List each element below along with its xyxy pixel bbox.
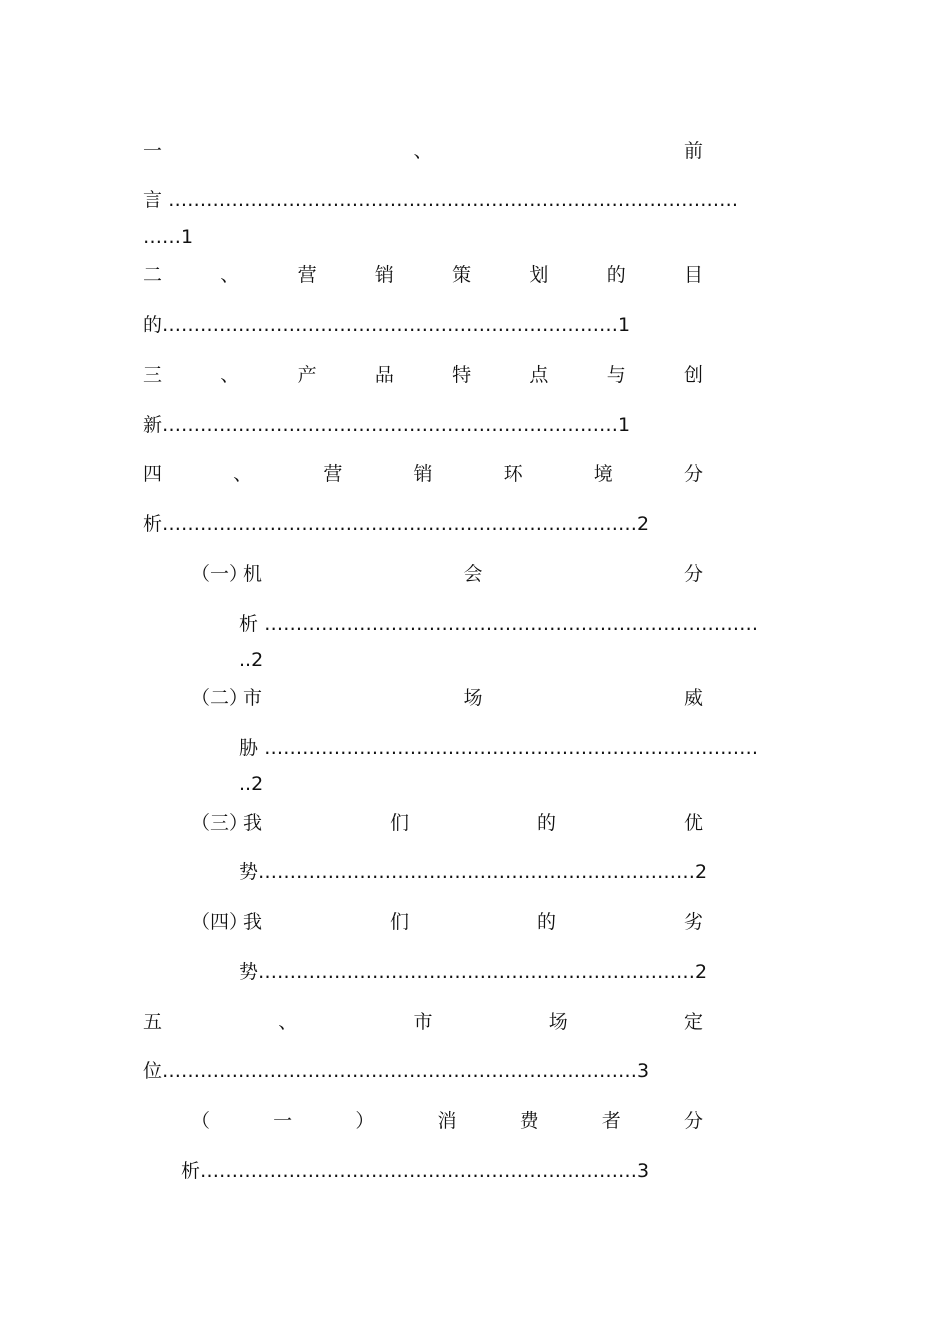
toc-subentry-strength-head[interactable] [243,810,703,836]
toc-char: 们 [389,812,409,834]
toc-char: 费 [519,1110,539,1132]
toc-char: 目 [683,264,703,286]
toc-entry-preface-page [143,224,243,250]
toc-char: 境 [593,463,613,485]
toc-char: 优 [683,812,703,834]
toc-subentry-consumer-tail[interactable]: 析……………………………………………………………3 [181,1160,650,1182]
toc-char: 们 [389,911,409,933]
toc-char: 三 [143,364,163,386]
toc-char: 一 [273,1110,293,1132]
toc-subentry-number: （二） [191,687,249,709]
toc-char: 消 [437,1110,457,1132]
toc-page-number: ……1 [143,226,194,248]
toc-char: 市 [413,1011,433,1033]
toc-char: 前 [683,140,703,162]
toc-char: 分 [683,1110,703,1132]
toc-char: 点 [529,364,549,386]
toc-char: 分 [683,463,703,485]
toc-page-number: ..2 [239,649,264,671]
toc-char: 、 [278,1011,298,1033]
toc-subentry-consumer-head[interactable] [191,1108,703,1134]
toc-char: 与 [606,364,626,386]
toc-char: ） [355,1110,375,1132]
toc-subentry-number: （四） [191,911,249,933]
toc-char: 定 [683,1011,703,1033]
toc-char: 威 [683,687,703,709]
toc-char: 、 [233,463,253,485]
toc-entry-environment-tail[interactable]: 析…………………………………………………………………2 [143,513,650,535]
toc-char: 五 [143,1011,163,1033]
toc-char: 的 [606,264,626,286]
toc-char: 我 [243,812,263,834]
toc-subentry-opportunity-head[interactable] [243,561,703,587]
toc-char: 品 [374,364,394,386]
toc-char: 场 [463,687,483,709]
toc-char: 会 [463,563,483,585]
toc-entry-product-head[interactable] [143,362,703,388]
toc-char: 四 [143,463,163,485]
toc-char: 营 [323,463,343,485]
toc-char: 场 [548,1011,568,1033]
toc-char: 者 [601,1110,621,1132]
toc-char: 营 [297,264,317,286]
toc-char: 机 [243,563,263,585]
toc-char: 二 [143,264,163,286]
toc-entry-environment-head[interactable] [143,461,703,487]
toc-char: （ [191,1110,211,1132]
toc-char: 劣 [683,911,703,933]
toc-char: 分 [683,563,703,585]
toc-subentry-weakness-tail[interactable]: 势……………………………………………………………2 [239,961,708,983]
toc-dot-leader: ……………………………………………………………………………… [168,189,739,211]
toc-entry-positioning-tail[interactable]: 位…………………………………………………………………3 [143,1060,650,1082]
toc-dot-leader: …………………………………………………………………… [264,737,759,759]
toc-char: 销 [413,463,433,485]
toc-char: 、 [220,364,240,386]
toc-dot-leader: …………………………………………………………………… [264,613,759,635]
toc-char: 的 [536,812,556,834]
toc-char: 析 [239,613,259,635]
toc-char: 产 [297,364,317,386]
toc-char: 销 [374,264,394,286]
toc-char: 特 [452,364,472,386]
toc-entry-preface-head[interactable] [143,138,703,164]
toc-subentry-threat-head[interactable] [243,685,703,711]
toc-subentry-opportunity-tail[interactable] [239,611,759,637]
toc-subentry-number: （一） [191,563,249,585]
toc-char: 市 [243,687,263,709]
toc-char: 环 [503,463,523,485]
toc-char: 一 [143,140,163,162]
toc-entry-positioning-head[interactable] [143,1009,703,1035]
toc-char: 、 [220,264,240,286]
toc-entry-product-tail[interactable]: 新………………………………………………………………1 [143,414,631,436]
toc-char: 胁 [239,737,259,759]
toc-char: 创 [683,364,703,386]
toc-subentry-strength-tail[interactable]: 势……………………………………………………………2 [239,861,708,883]
toc-page-number: ..2 [239,773,264,795]
toc-char: 划 [529,264,549,286]
toc-entry-purpose-tail[interactable]: 的………………………………………………………………1 [143,314,631,336]
toc-char: 、 [413,140,433,162]
toc-entry-preface-tail[interactable] [143,187,739,213]
toc-subentry-weakness-head[interactable] [243,909,703,935]
toc-subentry-number: （三） [191,812,249,834]
toc-char: 策 [452,264,472,286]
toc-char: 我 [243,911,263,933]
toc-char: 言 [143,189,163,211]
toc-entry-purpose-head[interactable] [143,262,703,288]
toc-char: 的 [536,911,556,933]
toc-subentry-threat-tail[interactable] [239,735,759,761]
